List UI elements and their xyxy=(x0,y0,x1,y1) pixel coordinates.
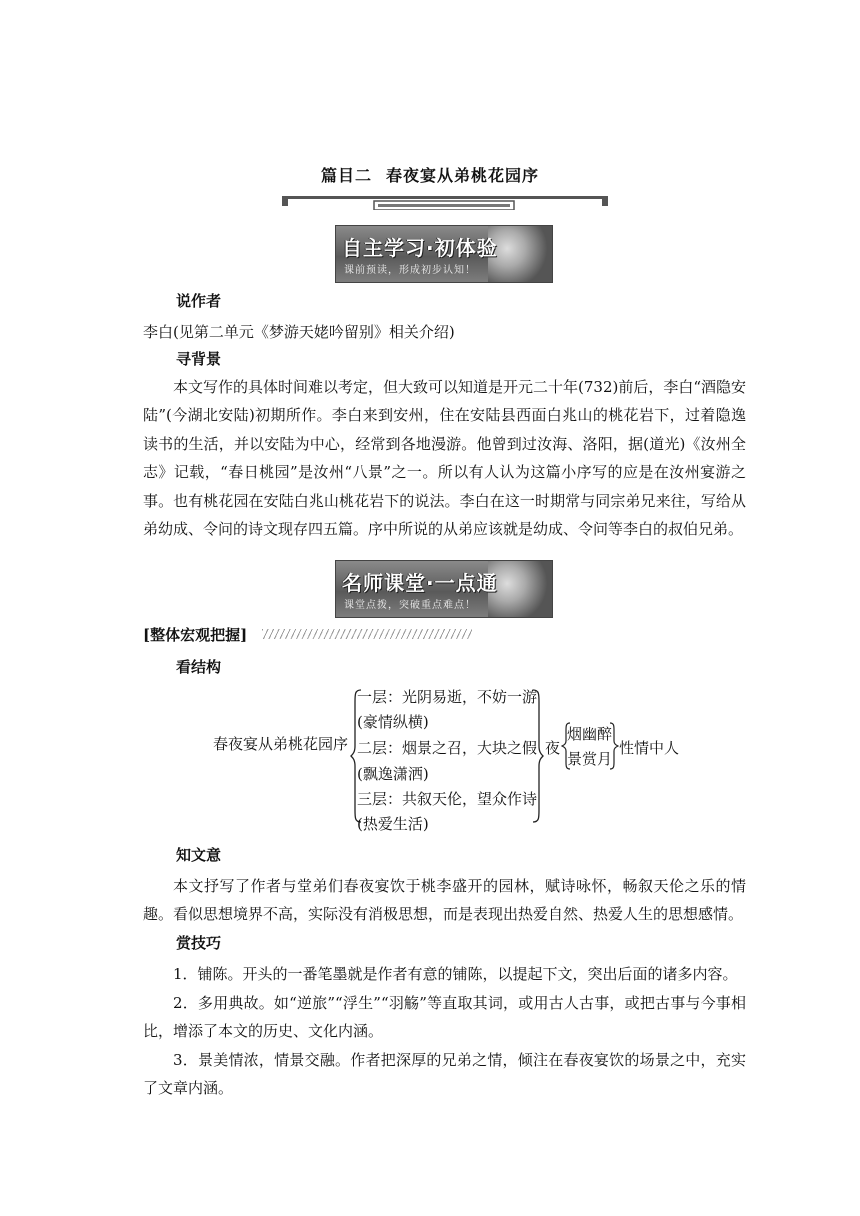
layer3-line2: (热爱生活) xyxy=(357,815,429,833)
structure-sub1: 烟幽醉 xyxy=(567,725,613,743)
background-text: 本文写作的具体时间难以考定，但大致可以知道是开元二十年(732)前后，李白“酒隐安陆”(今湖北安陆)初期所作。李白来到安州，住在安陆县西面白兆山的桃花岩下，过着隐逸读书的生活，并以安陆为中心，经常到各地漫游。他曾到过汝海、洛阳，据(道光)《汝州全志》记载，“春日桃园”是汝州“八景”之一。所以有人认为这篇小序写的应是在汝州宴游之事。也有桃花园在安陆白兆山桃花岩下的说法。李白在这一时期常与同宗弟兄来往，写给从弟幼成、令问的诗文现存四五篇。序中所说的从弟应该就是幼成、令问等李白的叔伯兄弟。 xyxy=(143,378,747,539)
structure-result: 性情中人 xyxy=(619,739,680,757)
small-right-brace xyxy=(609,722,619,770)
layer1-line2: (豪情纵横) xyxy=(357,713,429,731)
layer2-line2: (飘逸潇洒) xyxy=(357,765,429,783)
technique-item: 2．多用典故。如“逆旅”“浮生”“羽觞”等直取其词，或用古人古事，或把古事与今事相比，增添了本文的历史、文化内涵。 xyxy=(143,994,746,1041)
title-divider xyxy=(282,196,608,210)
section-banner-lecture xyxy=(335,560,553,618)
technique-item: 1．铺陈。开头的一番笔墨就是作者有意的铺陈，以提起下文，突出后面的诸多内容。 xyxy=(173,965,738,983)
banner-sub-text: 课前预读，形成初步认知！ xyxy=(344,265,476,276)
right-brace xyxy=(532,688,544,824)
layer1-line1: 一层：光阴易逝，不妨一游 xyxy=(357,688,538,706)
page-title xyxy=(0,163,860,186)
structure-middle: 夜 xyxy=(545,739,561,757)
technique-item: 3．景美情浓，情景交融。作者把深厚的兄弟之情，倾注在春夜宴饮的场景之中，充实了文章内涵。 xyxy=(143,1051,746,1098)
banner-sub-text: 课堂点拨，突破重点难点！ xyxy=(344,600,476,611)
layer2-line1: 二层：烟景之召，大块之假 xyxy=(357,739,538,757)
author-text: 李白(见第二单元《梦游天姥吟留别》相关介绍) xyxy=(143,323,455,341)
title-name: 春夜宴从弟桃花园序 xyxy=(386,166,540,185)
structure-root: 春夜宴从弟桃花园序 xyxy=(213,735,349,753)
banner-main-text: 自主学习·初体验 xyxy=(342,236,498,260)
technique-heading: 赏技巧 xyxy=(176,934,222,952)
meaning-heading: 知文意 xyxy=(176,846,222,864)
author-heading: 说作者 xyxy=(176,292,222,310)
banner-main-text: 名师课堂·一点通 xyxy=(342,571,498,595)
section-banner-self-study xyxy=(335,225,553,283)
structure-heading: 看结构 xyxy=(176,658,222,676)
overview-label: [整体宏观把握] xyxy=(143,626,248,644)
layer3-line1: 三层：共叙天伦，望众作诗 xyxy=(357,790,538,808)
title-part: 篇目二 xyxy=(320,166,372,185)
meaning-text: 本文抒写了作者与堂弟们春夜宴饮于桃李盛开的园林，赋诗咏怀，畅叙天伦之乐的情趣。看似思想境界不高，实际没有消极思想，而是表现出热爱自然、热爱人生的思想感情。 xyxy=(143,877,746,924)
structure-sub2: 景赏月 xyxy=(567,750,613,768)
overview-hatch-decoration xyxy=(262,629,472,639)
background-heading: 寻背景 xyxy=(176,350,222,368)
